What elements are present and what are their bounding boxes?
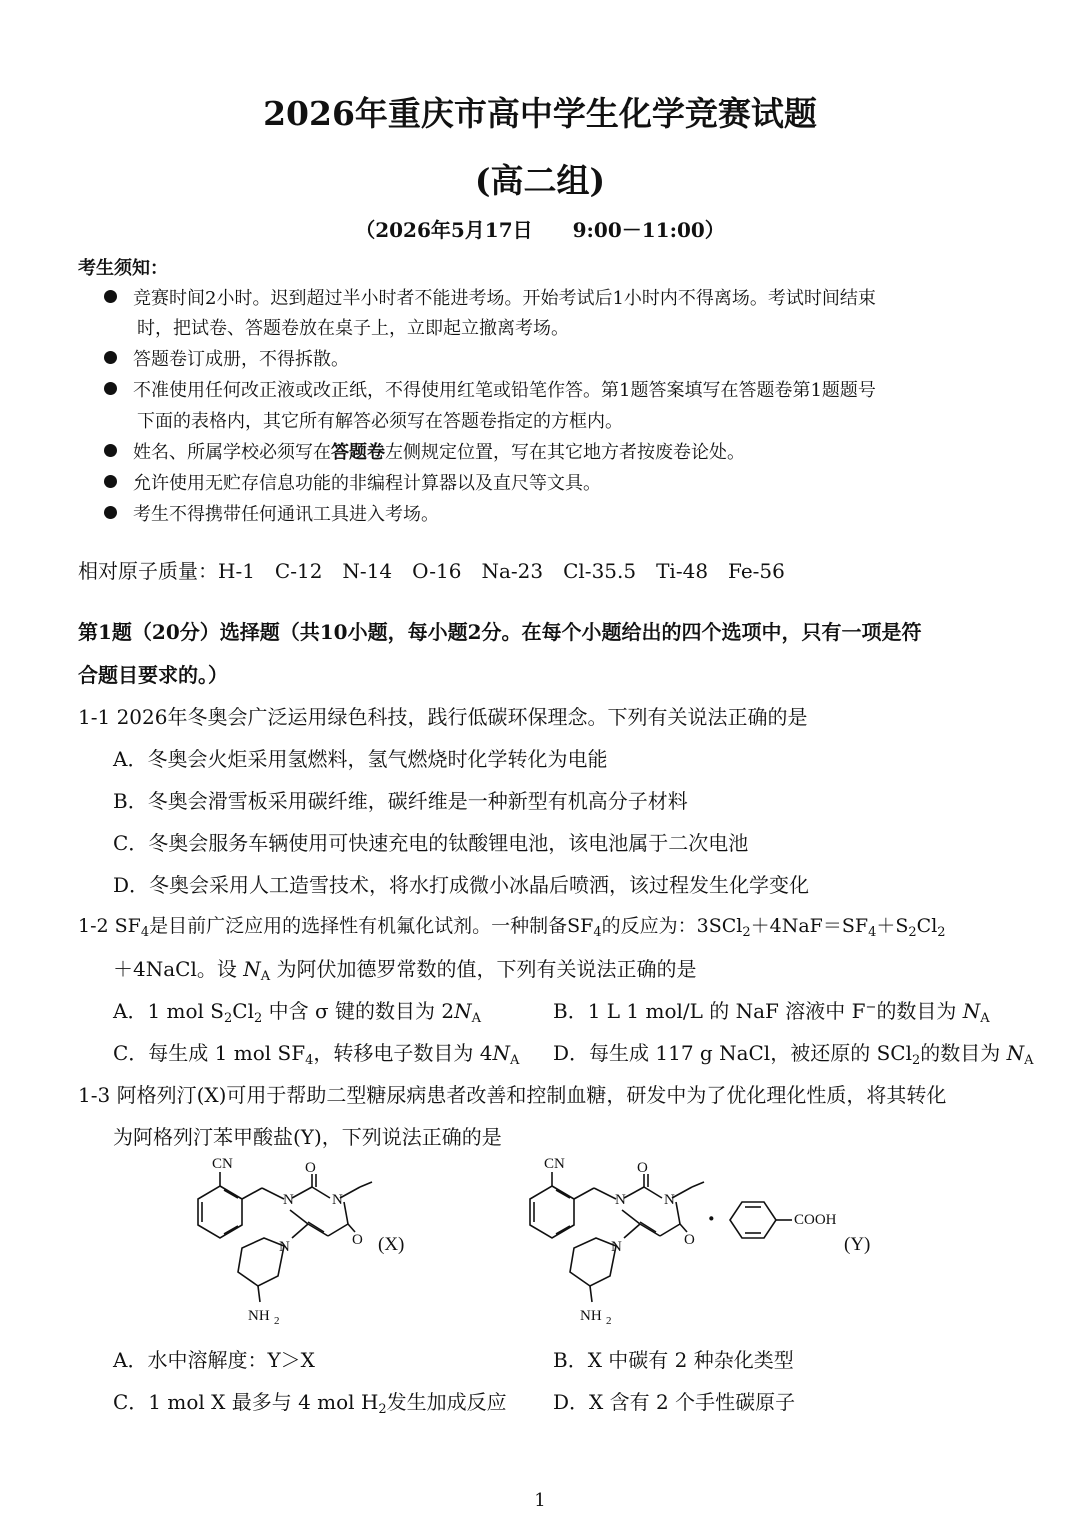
notice-item-2: 答题卷订成册，不得拆散。: [104, 345, 349, 371]
structure-y-alogliptin-benzoate: [512, 1152, 912, 1332]
question-1-1-option-b: B．冬奥会滑雪板采用碳纤维，碳纤维是一种新型有机高分子材料: [113, 789, 688, 813]
label-y: (Y): [844, 1234, 871, 1255]
question-1-3-option-b: B．X 中碳有 2 种杂化类型: [553, 1348, 794, 1372]
svg-text:N: N: [615, 1192, 626, 1208]
bullet-icon: [104, 506, 117, 519]
exam-date-time: （2026年5月17日 9:00－11:00）: [355, 218, 725, 242]
svg-text:N: N: [611, 1239, 622, 1255]
notice-heading: 考生须知：: [78, 258, 168, 279]
structure-x-alogliptin: [180, 1152, 440, 1332]
notice-item-3: 不准使用任何改正液或改正纸，不得使用红笔或铅笔作答。第1题答案填写在答题卷第1题题号: [104, 376, 876, 402]
svg-text:O: O: [305, 1160, 316, 1176]
svg-text:2: 2: [606, 1315, 612, 1327]
exam-group: (高二组): [474, 161, 606, 200]
svg-text:N: N: [664, 1192, 675, 1208]
notice-item-1-cont: 时，把试卷、答题卷放在桌子上，立即起立撤离考场。: [137, 318, 569, 339]
notice-item-4: 姓名、所属学校必须写在答题卷左侧规定位置，写在其它地方者按废卷论处。: [104, 438, 745, 464]
question-1-2-option-c: C．每生成 1 mol $SF_4$，转移电子数目为 $4N_A$: [113, 1041, 520, 1068]
svg-text:NH: NH: [248, 1308, 270, 1324]
question-1-1-option-c: C．冬奥会服务车辆使用可快速充电的钛酸锂电池，该电池属于二次电池: [113, 831, 749, 855]
question-1-2-option-b: B．1 L 1 mol/L 的 NaF 溶液中 F−的数目为 $N_A$: [553, 999, 990, 1026]
cn-label: CN: [212, 1156, 233, 1172]
svg-text:N: N: [332, 1192, 343, 1208]
svg-text:O: O: [684, 1232, 695, 1248]
question-1-1-option-d: D．冬奥会采用人工造雪技术，将水打成微小冰晶后喷洒，该过程发生化学变化: [113, 873, 810, 897]
notice-item-3-cont: 下面的表格内，其它所有解答必须写在答题卷指定的方框内。: [137, 411, 623, 432]
question-1-3-option-c: C．1 mol X 最多与 4 mol $H_2$发生加成反应: [113, 1390, 507, 1417]
salt-dot: ·: [707, 1204, 716, 1233]
bullet-icon: [104, 351, 117, 364]
bullet-icon: [104, 290, 117, 303]
question-1-3-option-a: A．水中溶解度：Y＞X: [113, 1348, 315, 1372]
section-1-heading-cont: 合题目要求的。）: [78, 663, 228, 687]
question-1-2-stem: 1-2 $SF_4$是目前广泛应用的选择性有机氟化试剂。一种制备$SF_4$的反应为：$3SCl_2+4NaF=SF_4+S_2Cl_2$: [78, 915, 946, 940]
svg-text:CN: CN: [544, 1156, 565, 1172]
svg-text:NH: NH: [580, 1308, 602, 1324]
question-1-2-stem-cont: ＋4NaCl。设 $N_A$ 为阿伏加德罗常数的值，下列有关说法正确的是: [113, 957, 697, 984]
exam-title: 2026年重庆市高中学生化学竞赛试题: [263, 94, 817, 133]
question-1-2-option-d: D．每生成 117 g NaCl，被还原的 SCl$_2$的数目为 $N_A$: [553, 1041, 1034, 1068]
label-x: (X): [378, 1234, 405, 1255]
section-1-heading: 第1题（20分）选择题（共10小题，每小题2分。在每个小题给出的四个选项中，只有一项是符: [78, 620, 922, 644]
bullet-icon: [104, 475, 117, 488]
cooh-label: COOH: [794, 1212, 837, 1228]
question-1-1-stem: 1-1 2026年冬奥会广泛运用绿色科技，践行低碳环保理念。下列有关说法正确的是: [78, 705, 808, 729]
atomic-masses: 相对原子质量：H-1 C-12 N-14 O-16 Na-23 Cl-35.5 Ti-48 Fe-56: [78, 559, 785, 583]
svg-text:O: O: [352, 1232, 363, 1248]
svg-text:N: N: [283, 1192, 294, 1208]
bullet-icon: [104, 382, 117, 395]
svg-text:2: 2: [274, 1315, 280, 1327]
bullet-icon: [104, 444, 117, 457]
question-1-3-option-d: D．X 含有 2 个手性碳原子: [553, 1390, 796, 1414]
page-number: 1: [534, 1490, 546, 1511]
question-1-3-stem-cont: 为阿格列汀苯甲酸盐(Y)，下列说法正确的是: [113, 1125, 502, 1149]
question-1-2-option-a: A．1 mol $S_2Cl_2$ 中含 σ 键的数目为 $2N_A$: [113, 999, 481, 1026]
notice-item-1: 竞赛时间2小时。迟到超过半小时者不能进考场。开始考试后1小时内不得离场。考试时间结束: [104, 284, 876, 310]
question-1-1-option-a: A．冬奥会火炬采用氢燃料，氢气燃烧时化学转化为电能: [113, 747, 608, 771]
svg-text:N: N: [279, 1239, 290, 1255]
question-1-3-stem: 1-3 阿格列汀(X)可用于帮助二型糖尿病患者改善和控制血糖，研发中为了优化理化性质，将其转化: [78, 1083, 947, 1107]
notice-item-5: 允许使用无贮存信息功能的非编程计算器以及直尺等文具。: [104, 469, 601, 495]
svg-text:O: O: [637, 1160, 648, 1176]
notice-item-6: 考生不得携带任何通讯工具进入考场。: [104, 500, 439, 526]
